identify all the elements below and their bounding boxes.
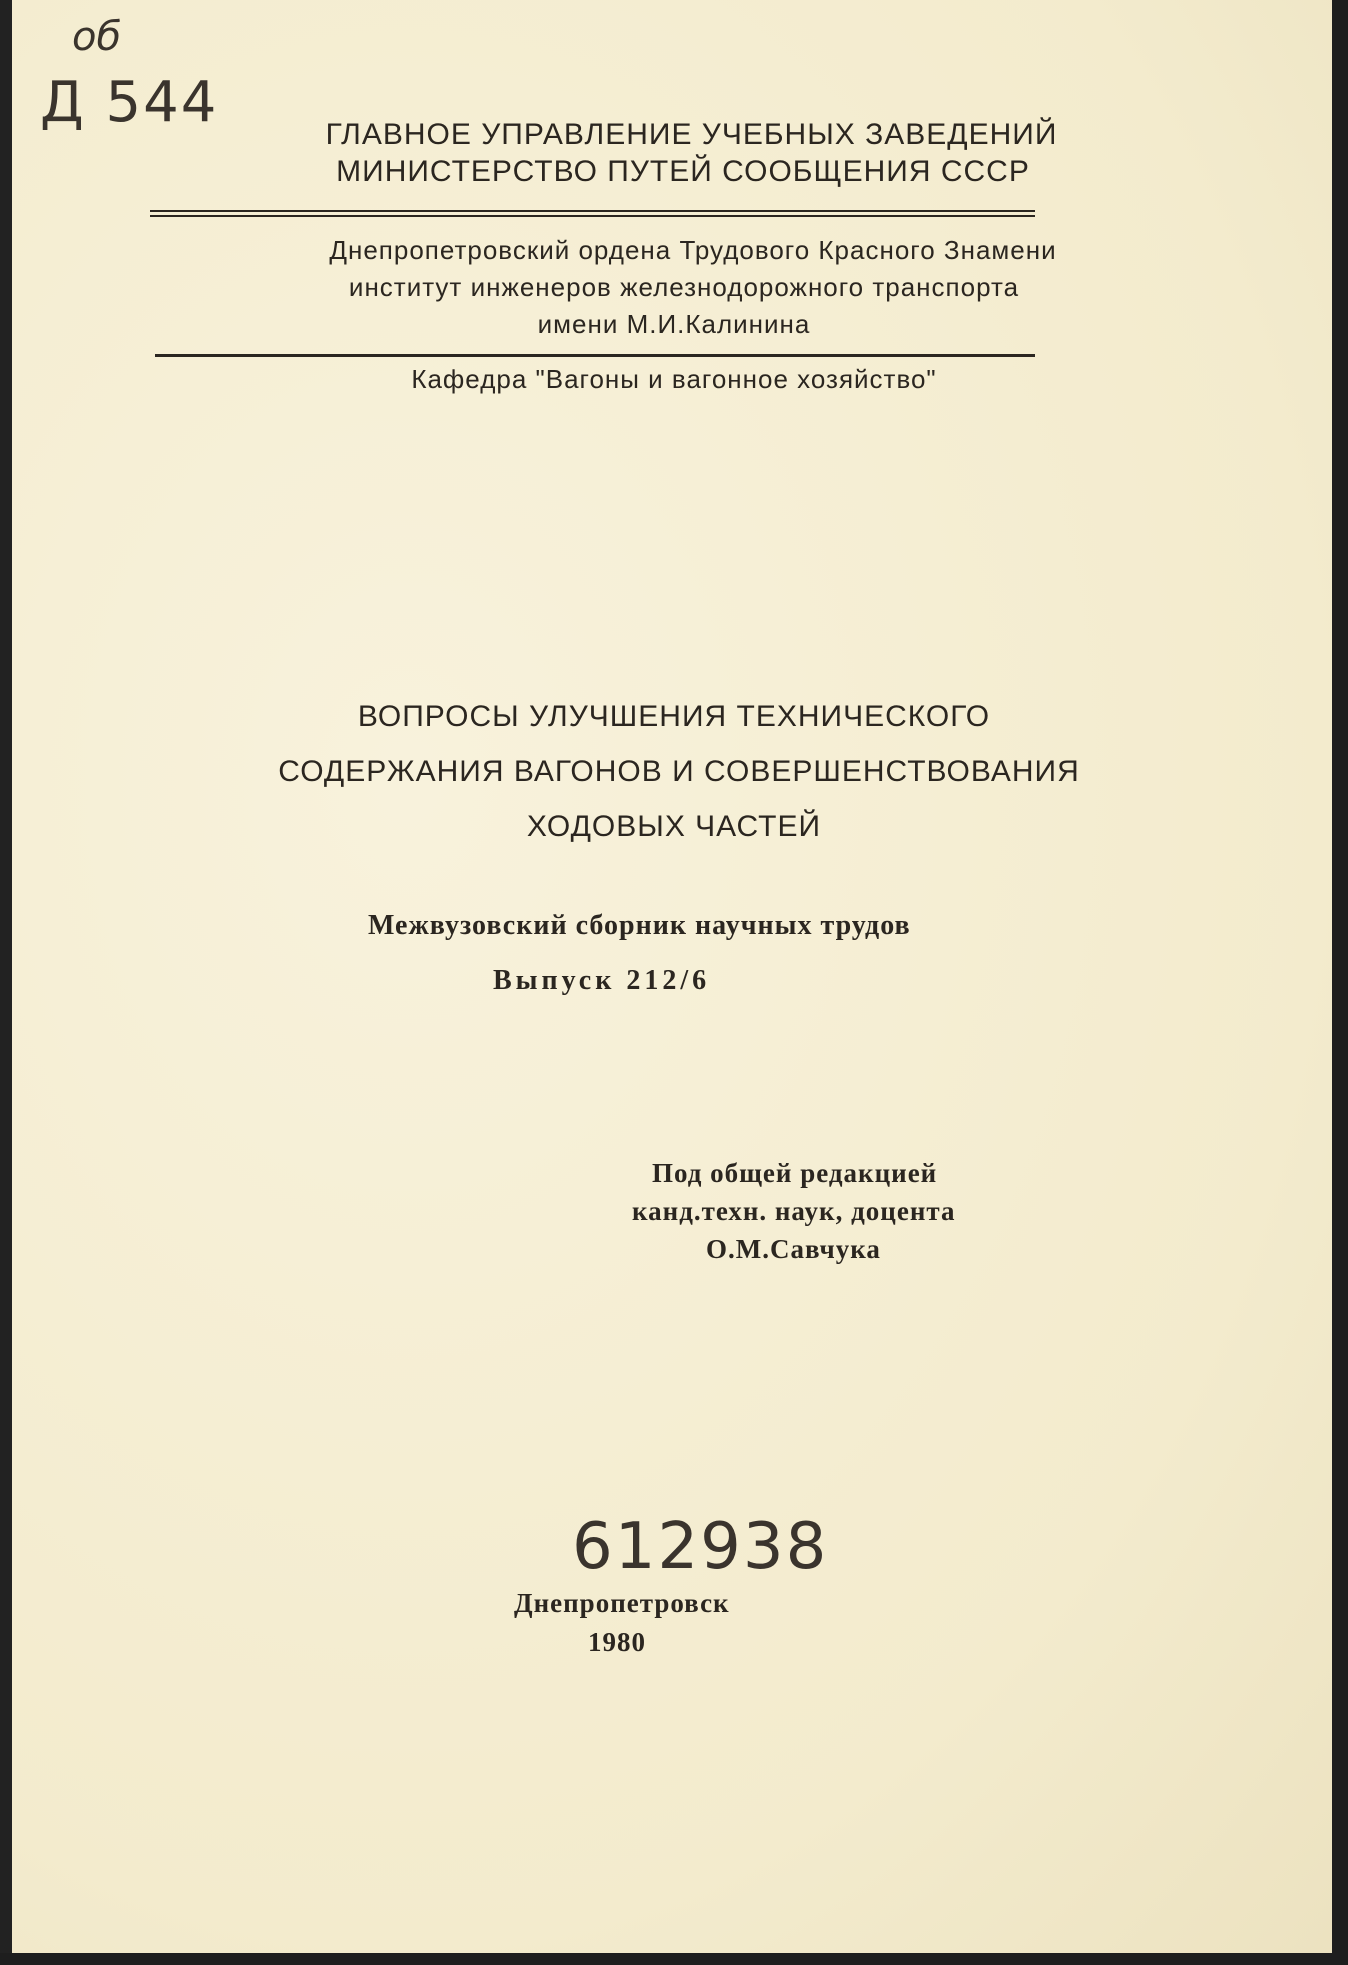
header-line-1: ГЛАВНОЕ УПРАВЛЕНИЕ УЧЕБНЫХ ЗАВЕДЕНИЙ (325, 118, 1058, 151)
handwritten-class-mark: об (72, 14, 122, 60)
header-divider (150, 210, 1035, 217)
institute-line-2: институт инженеров железнодорожного транспорта (348, 272, 1020, 302)
title-line-1: ВОПРОСЫ УЛУЧШЕНИЯ ТЕХНИЧЕСКОГО (357, 700, 991, 733)
editor-line-2: канд.техн. наук, доцента (632, 1196, 956, 1226)
imprint-year: 1980 (588, 1627, 646, 1657)
department-name: Кафедра "Вагоны и вагонное хозяйство" (411, 364, 937, 394)
issue-number: Выпуск 212/6 (493, 965, 711, 996)
title-line-3: ХОДОВЫХ ЧАСТЕЙ (526, 810, 822, 843)
imprint-city: Днепропетровск (514, 1588, 730, 1618)
title-line-2: СОДЕРЖАНИЯ ВАГОНОВ И СОВЕРШЕНСТВОВАНИЯ (278, 755, 1080, 788)
institute-divider (155, 354, 1035, 357)
editor-line-1: Под общей редакцией (652, 1158, 938, 1188)
collection-subtitle: Межвузовский сборник научных трудов (368, 910, 911, 941)
scan-edge-bottom (0, 1953, 1348, 1965)
editor-line-3: О.М.Савчука (706, 1234, 881, 1264)
header-line-2: МИНИСТЕРСТВО ПУТЕЙ СООБЩЕНИЯ СССР (336, 155, 1030, 188)
institute-line-1: Днепропетровский ордена Трудового Красного Знамени (329, 235, 1057, 265)
institute-line-3: имени М.И.Калинина (537, 309, 811, 339)
handwritten-shelf-mark: Д 544 (40, 70, 219, 135)
handwritten-inventory-number: 612938 (572, 1510, 829, 1584)
